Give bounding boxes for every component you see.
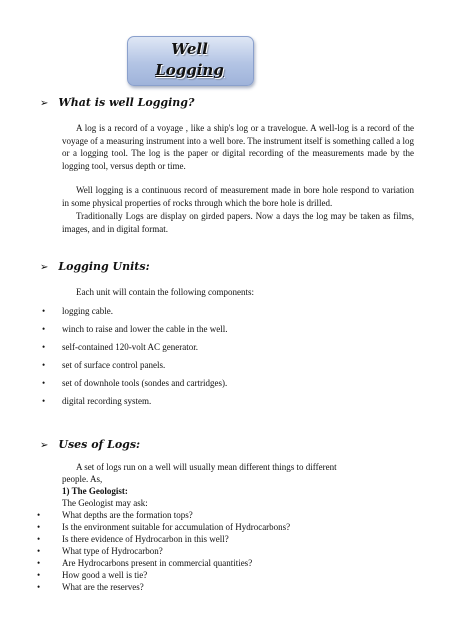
title-line-1: Well xyxy=(171,40,208,58)
question-item: • What type of Hydrocarbon? xyxy=(37,546,163,556)
paragraph: A log is a record of a voyage , like a ship's log or a travelogue. A well-log is a record of the voyage of a measuring instrument into a well bore. The instrument itself is something called a log or a logging tool. The log is the paper or digital recording of the measurements made by the logging tool, versus depth or time. xyxy=(62,123,415,171)
arrow-bullet-icon: ➢ xyxy=(40,262,49,273)
list-item: • winch to raise and lower the cable in the well. xyxy=(42,324,228,334)
sub-intro: The Geologist may ask: xyxy=(62,498,148,508)
section-heading-uses-of-logs: ➢ Uses of Logs: xyxy=(40,438,141,451)
list-item: • logging cable. xyxy=(42,306,113,316)
question-item: • What depths are the formation tops? xyxy=(37,510,193,520)
list-item: • self-contained 120-volt AC generator. xyxy=(42,342,198,352)
list-item: • set of downhole tools (sondes and cartridges). xyxy=(42,378,228,388)
question-item: • How good a well is tie? xyxy=(37,570,148,580)
paragraph: Well logging is a continuous record of measurement made in bore hole respond to variation in some physical properties of rocks through which the bore hole is drilled. xyxy=(62,185,414,208)
list-item: • set of surface control panels. xyxy=(42,360,166,370)
list-item: • digital recording system. xyxy=(42,396,152,406)
question-item: • Are Hydrocarbons present in commercial quantities? xyxy=(37,558,253,568)
section-heading-logging-units: ➢ Logging Units: xyxy=(40,260,150,273)
section-heading-what-is-logging: ➢ What is well Logging? xyxy=(40,96,195,109)
section-intro-continued: people. As, xyxy=(62,474,103,484)
title-line-2: Logging xyxy=(155,61,224,79)
section-intro: Each unit will contain the following components: xyxy=(76,287,254,297)
arrow-bullet-icon: ➢ xyxy=(40,440,49,451)
arrow-bullet-icon: ➢ xyxy=(40,98,49,109)
question-item: • What are the reserves? xyxy=(37,582,144,592)
question-item: • Is the environment suitable for accumulation of Hydrocarbons? xyxy=(37,522,291,532)
paragraph: Traditionally Logs are display on girded papers. Now a days the log may be taken as films, images, and in digital format. xyxy=(62,211,414,234)
sub-heading-geologist: 1) The Geologist: xyxy=(62,486,128,496)
section-intro: A set of logs run on a well will usually mean different things to different xyxy=(76,462,337,472)
question-item: • Is there evidence of Hydrocarbon in this well? xyxy=(37,534,229,544)
